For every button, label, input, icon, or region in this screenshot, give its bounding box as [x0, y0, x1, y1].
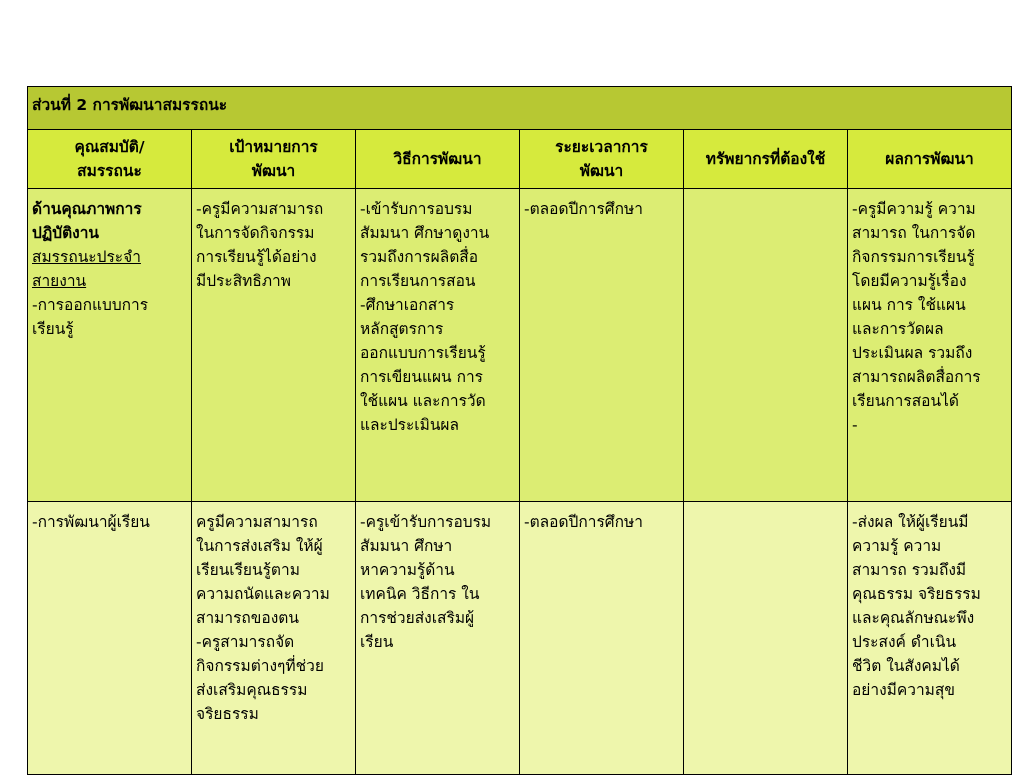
cell-line: มีประสิทธิภาพ	[196, 272, 291, 290]
header-line: พัฒนา	[579, 162, 624, 180]
cell-result	[848, 189, 1012, 502]
cell-line: การเรียนรู้ได้อย่าง	[196, 248, 317, 266]
cell-line: ความรู้ ความ	[852, 537, 942, 555]
cell-line: เรียนรู้	[32, 320, 74, 338]
competency-development-table	[27, 86, 1012, 775]
cell-duration	[520, 502, 684, 775]
cell-line: -ครูเข้ารับการอบรม	[360, 513, 492, 531]
header-line: พัฒนา	[251, 162, 296, 180]
cell-line: อย่างมีความสุข	[852, 681, 955, 699]
cell-line: สามารถผลิตสื่อการ	[852, 368, 981, 386]
cell-line: กิจกรรมการเรียนรู้	[852, 248, 975, 266]
cell-line: -การพัฒนาผู้เรียน	[32, 513, 150, 531]
cell-line: แผน การ ใช้แผน	[852, 296, 966, 314]
table-row	[28, 502, 1012, 775]
cell-line: -ตลอดปีการศึกษา	[524, 200, 643, 218]
section-title: ส่วนที่ 2 การพัฒนาสมรรถนะ	[28, 87, 1012, 130]
cell-line: ออกแบบการเรียนรู้	[360, 344, 486, 362]
cell-line: จริยธรรม	[196, 705, 259, 723]
cell-line: ความถนัดและความ	[196, 585, 330, 603]
cell-line: สัมมนา ศึกษา	[360, 537, 453, 555]
header-method	[356, 130, 520, 189]
cell-line: ครูมีความสามารถ	[196, 513, 318, 531]
cell-line: เทคนิค วิธีการ ใน	[360, 585, 480, 603]
cell-qualification	[28, 502, 192, 775]
cell-line: -ครูสามารถจัด	[196, 633, 295, 651]
table-row	[28, 189, 1012, 502]
cell-goal	[192, 189, 356, 502]
cell-line: ในการส่งเสริม ให้ผู้	[196, 537, 323, 555]
cell-qualification	[28, 189, 192, 502]
cell-line: เรียนการสอนได้	[852, 392, 959, 410]
cell-resources	[684, 189, 848, 502]
cell-line: และประเมินผล	[360, 416, 459, 434]
cell-line: สามารถ รวมถึงมี	[852, 561, 967, 579]
section-title-row	[28, 87, 1012, 130]
header-row	[28, 130, 1012, 189]
cell-method	[356, 502, 520, 775]
cell-goal	[192, 502, 356, 775]
cell-line: ส่งเสริมคุณธรรม	[196, 681, 308, 699]
cell-line: -ครูมีความสามารถ	[196, 200, 324, 218]
cell-line: สามารถของตน	[196, 609, 299, 627]
header-result	[848, 130, 1012, 189]
cell-line: -	[852, 416, 858, 434]
header-goal	[192, 130, 356, 189]
cell-line: การเขียนแผน การ	[360, 368, 483, 386]
cell-line: โดยมีความรู้เรื่อง	[852, 272, 967, 290]
header-line: สมรรถนะ	[77, 162, 142, 180]
cell-line: สามารถ ในการจัด	[852, 224, 976, 242]
header-duration	[520, 130, 684, 189]
header-line: คุณสมบัติ/	[74, 138, 145, 156]
cell-line: กิจกรรมต่างๆที่ช่วย	[196, 657, 324, 675]
cell-line: การเรียนการสอน	[360, 272, 476, 290]
cell-line: ปฏิบัติงาน	[32, 224, 100, 242]
header-line: เป้าหมายการ	[229, 138, 318, 156]
cell-line: -ศึกษาเอกสาร	[360, 296, 455, 314]
cell-line: -การออกแบบการ	[32, 296, 149, 314]
cell-line: สายงาน	[32, 272, 87, 290]
cell-line: -ส่งผล ให้ผู้เรียนมี	[852, 513, 969, 531]
cell-line: และการวัดผล	[852, 320, 944, 338]
cell-line: รวมถึงการผลิตสื่อ	[360, 248, 479, 266]
cell-line: หาความรู้ด้าน	[360, 561, 455, 579]
cell-line: ประเมินผล รวมถึง	[852, 344, 973, 362]
cell-line: ในการจัดกิจกรรม	[196, 224, 315, 242]
cell-line: และคุณลักษณะพึง	[852, 609, 975, 627]
cell-line: เรียนเรียนรู้ตาม	[196, 561, 300, 579]
header-resources	[684, 130, 848, 189]
cell-line: หลักสูตรการ	[360, 320, 444, 338]
cell-line: -เข้ารับการอบรม	[360, 200, 473, 218]
cell-line: สมรรถนะประจำ	[32, 248, 141, 266]
cell-line: ชีวิต ในสังคมได้	[852, 657, 960, 675]
cell-line: ใช้แผน และการวัด	[360, 392, 486, 410]
header-line: ระยะเวลาการ	[555, 138, 648, 156]
header-line: วิธีการพัฒนา	[393, 150, 482, 168]
cell-line: เรียน	[360, 633, 394, 651]
cell-line: -ครูมีความรู้ ความ	[852, 200, 976, 218]
cell-duration	[520, 189, 684, 502]
cell-line: การช่วยส่งเสริมผู้	[360, 609, 475, 627]
cell-line: คุณธรรม จริยธรรม	[852, 585, 981, 603]
cell-line: -ตลอดปีการศึกษา	[524, 513, 643, 531]
cell-line: ด้านคุณภาพการ	[32, 200, 142, 218]
cell-line: สัมมนา ศึกษาดูงาน	[360, 224, 490, 242]
header-qualification	[28, 130, 192, 189]
header-line: ทรัพยากรที่ต้องใช้	[705, 150, 826, 168]
cell-resources	[684, 502, 848, 775]
cell-result	[848, 502, 1012, 775]
cell-method	[356, 189, 520, 502]
header-line: ผลการพัฒนา	[885, 150, 974, 168]
cell-line: ประสงค์ ดำเนิน	[852, 633, 957, 651]
